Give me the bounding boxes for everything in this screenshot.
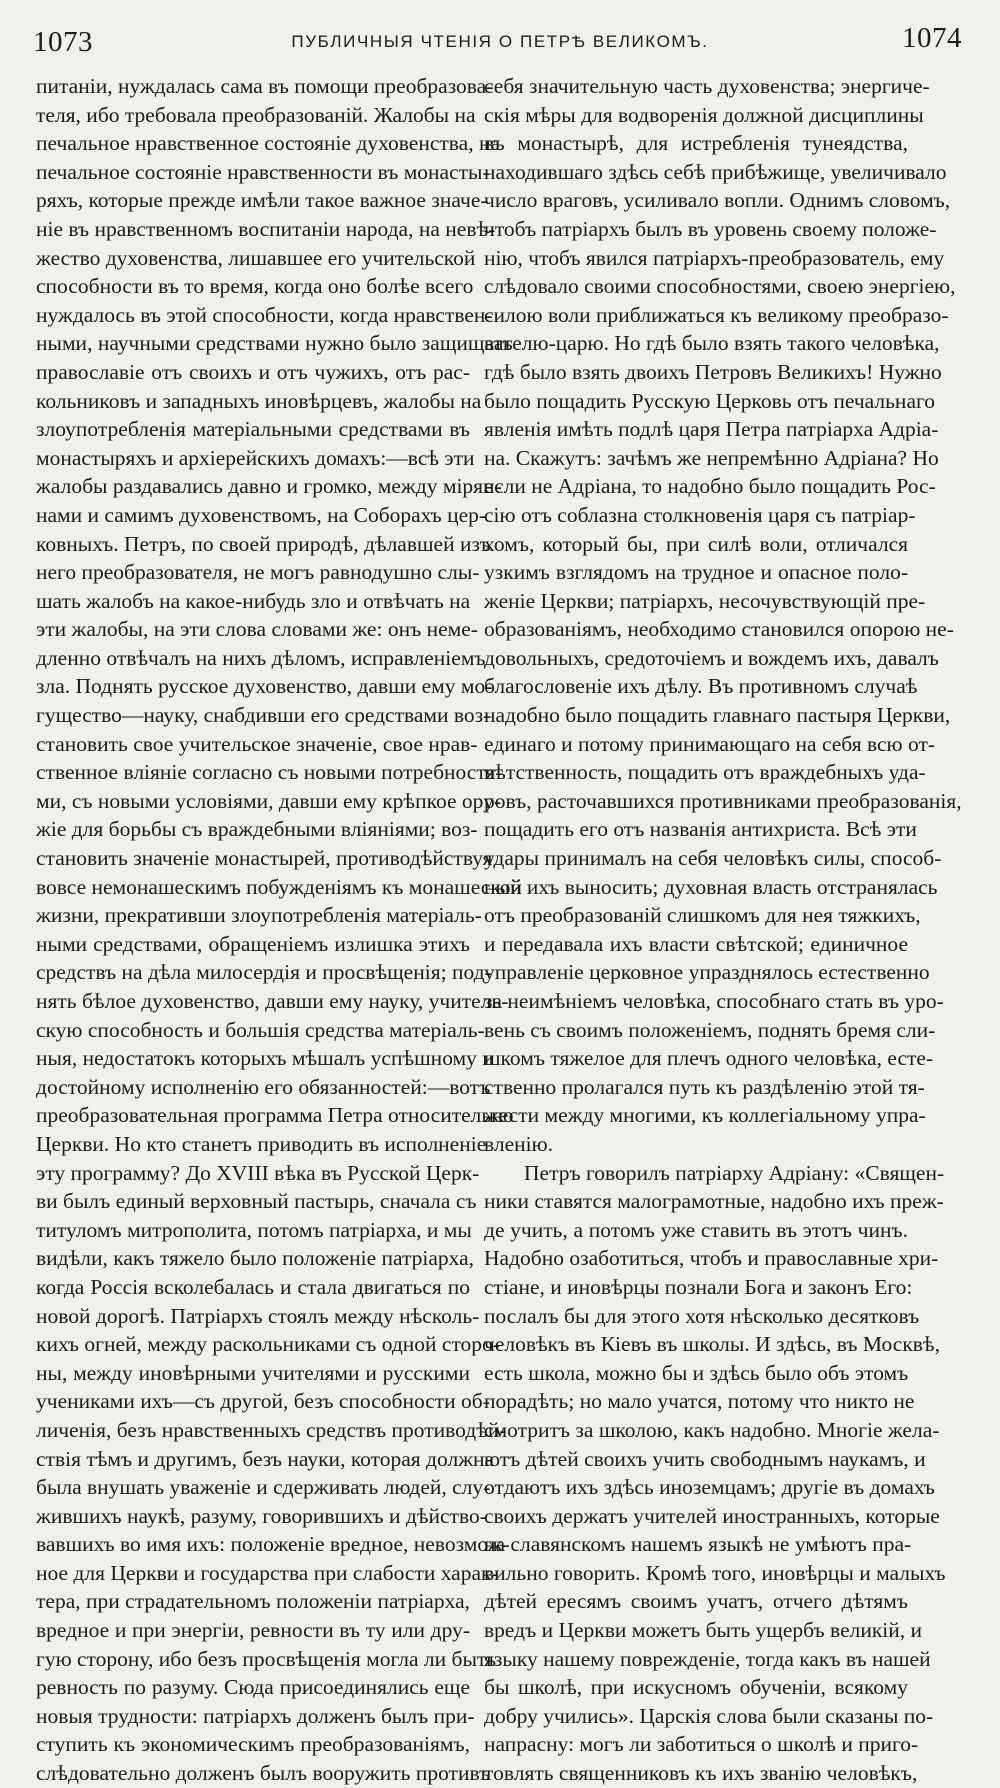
text-line: ютъ дѣтей своихъ учить свободнымъ наукамъ, и <box>484 1446 926 1471</box>
text-line: когда Россія всколебалась и стала двигаться по <box>36 1274 470 1299</box>
text-line: если не Адріана, то надобно было пощадить Рос- <box>484 474 936 499</box>
text-line: нуждалось въ этой способности, когда нравствен- <box>36 302 493 327</box>
text-line: находившаго здѣсь себѣ прибѣжище, увеличивало <box>484 159 947 184</box>
text-line: средствъ на дѣла милосердія и просвѣщенія; под- <box>36 960 492 985</box>
text-line: бы школѣ, при искусномъ обученіи, всякому <box>484 1675 908 1700</box>
text-column-right <box>484 72 962 1788</box>
text-line: на славянскомъ нашемъ языкѣ не умѣютъ пра- <box>484 1532 912 1557</box>
text-line: есть школа, можно бы и здѣсь было объ этомъ <box>484 1360 909 1385</box>
text-line: слѣдовательно долженъ былъ вооружить противъ <box>36 1761 491 1786</box>
text-line: ступить къ экономическимъ преобразованіямъ, <box>36 1732 470 1757</box>
text-line: языку нашему поврежденіе, тогда какъ въ нашей <box>484 1646 931 1671</box>
running-title: ПУБЛИЧНЫЯ ЧТЕНІЯ О ПЕТРѢ ВЕЛИКОМЪ. <box>291 32 709 51</box>
text-line: на. Скажутъ: зачѣмъ же непремѣнно Адріана? Но <box>484 445 939 470</box>
text-line: вовсе немонашескимъ побужденіямъ къ монашеской <box>36 874 522 899</box>
text-line: питаніи, нуждалась сама въ помощи преобразова- <box>36 74 494 98</box>
text-line: ственно пролагался путь къ раздѣленію этой тя- <box>484 1074 925 1099</box>
text-line: человѣкъ въ Кіевъ въ школы. И здѣсь, въ Москвѣ, <box>484 1332 940 1357</box>
text-line: смотритъ за школою, какъ надобно. Многіе жела- <box>484 1417 940 1442</box>
text-line: вильно говорить. Кромѣ того, иновѣрцы и малыхъ <box>484 1560 946 1585</box>
text-line: добру учились». Царскія слова были сказаны по- <box>484 1703 934 1728</box>
text-line: узкимъ взглядомъ на трудное и опасное поло- <box>484 560 908 585</box>
text-line: кольниковъ и западныхъ иновѣрцевъ, жалобы на <box>36 388 482 413</box>
text-line: скую способность и большія средства матеріаль- <box>36 1017 485 1042</box>
text-line: въ монастырѣ, для истребленія тунеядства, <box>484 131 908 156</box>
text-line: ви былъ единый верховный пастырь, сначала съ <box>36 1189 477 1214</box>
text-line: ное для Церкви и государства при слабости харак- <box>36 1560 499 1585</box>
text-line: Надобно озаботиться, чтобъ и православные хри- <box>484 1246 939 1271</box>
text-line: печальное состояніе нравственности въ монасты- <box>36 159 490 184</box>
text-line: была внушать уваженіе и сдерживать людей, слу- <box>36 1475 491 1500</box>
text-line: силою воли приближаться къ великому преобразо- <box>484 302 949 327</box>
text-line: зла. Поднять русское духовенство, давши ему мо- <box>36 674 493 699</box>
text-line: вавшихъ во имя ихъ: положеніе вредное, невозмож- <box>36 1532 510 1557</box>
text-line: новой дорогѣ. Патріархъ стоялъ между нѣсколь- <box>36 1303 480 1328</box>
text-line: себя значительную часть духовенства; энергиче- <box>484 74 930 98</box>
text-line: жизни, прекративши злоупотребленія матеріаль- <box>36 903 482 928</box>
text-line: гущество—науку, снабдивши его средствами воз- <box>36 703 491 728</box>
text-line: ныя, недостатокъ которыхъ мѣшалъ успѣшному и <box>36 1046 494 1071</box>
text-line: явленія имѣть подлѣ царя Петра патріарха Адріа- <box>484 417 939 442</box>
text-line: ствія тѣмъ и другимъ, безъ науки, которая должна <box>36 1446 495 1471</box>
text-line: довольныхъ, средоточіемъ и вождемъ ихъ, давалъ <box>484 645 939 670</box>
text-line: монастыряхъ и архіерейскихъ домахъ:—всѣ эти <box>36 445 475 470</box>
text-line: было пощадить Русскую Церковь отъ печальнаго <box>484 388 936 413</box>
text-line: единаго и потому принимающаго на себя всю от- <box>484 731 936 756</box>
text-line: видѣли, какъ тяжело было положеніе патріарха, <box>36 1246 475 1271</box>
text-line: вредное и при энергіи, ревности въ ту или дру- <box>36 1618 470 1643</box>
text-line: становить свое учительское значеніе, свое нрав- <box>36 731 478 756</box>
text-line: ны, между иновѣрными учителями и русскими <box>36 1360 470 1385</box>
text-line: ный ихъ выносить; духовная власть отстранялась <box>484 874 938 899</box>
text-line: ровъ, расточавшихся противниками преобразованія, <box>484 788 962 813</box>
text-line: хомъ, который бы, при силѣ воли, отличался <box>484 531 908 556</box>
text-line: женіе Церкви; патріархъ, несочувствующій пре- <box>484 588 926 613</box>
text-line: слѣдовало своими способностями, своею энергіею, <box>484 274 956 299</box>
text-line: ряхъ, которые прежде имѣли такое важное значе- <box>36 188 488 213</box>
text-line: Петръ говорилъ патріарху Адріану: «Священ- <box>524 1160 945 1185</box>
text-line: скія мѣры для водворенія должной дисциплины <box>484 102 924 127</box>
text-line: пощадить его отъ названія антихриста. Всѣ эти <box>484 817 917 842</box>
text-line: теля, ибо требовала преобразованій. Жалобы на <box>36 102 476 127</box>
text-line: управленіе церковное упразднялось естественно <box>484 960 930 985</box>
text-line: благословеніе ихъ дѣлу. Въ противномъ случаѣ <box>484 674 918 699</box>
text-line: своихъ держатъ учителей иностранныхъ, которые <box>484 1503 940 1528</box>
text-line: нами и самимъ духовенствомъ, на Соборахъ цер- <box>36 502 487 527</box>
text-line: гую сторону, ибо безъ просвѣщенія могла ли быть <box>36 1646 497 1671</box>
text-line: православіе отъ своихъ и отъ чужихъ, отъ рас- <box>36 359 470 384</box>
text-line: надобно было пощадить главнаго пастыря Церкви, <box>484 703 951 728</box>
page-number-left: 1073 <box>33 26 93 58</box>
text-line: него преобразователя, не могъ равнодушно слы- <box>36 560 480 585</box>
text-line: жести между многими, къ коллегіальному упра- <box>484 1103 926 1128</box>
text-line: образованіямъ, необходимо становился опорою не- <box>484 617 954 642</box>
text-line: злоупотребленія матеріальными средствами въ <box>36 417 470 442</box>
text-line: ми, съ новыми условіями, давши ему крѣпкое ору- <box>36 788 502 813</box>
text-line: ники ставятся малограмотные, надобно ихъ преж- <box>484 1189 944 1214</box>
text-line: ными, научными средствами нужно было защищать <box>36 331 513 356</box>
text-line: учениками ихъ—съ другой, безъ способности об- <box>36 1389 490 1414</box>
text-line: шать жалобъ на какое-нибудь зло и отвѣчать на <box>36 588 471 613</box>
text-line: сію отъ соблазна столкновенія царя съ патріар- <box>484 502 916 527</box>
text-line: ными средствами, обращеніемъ излишка этихъ <box>36 931 470 956</box>
text-line: гдѣ было взять двоихъ Петровъ Великихъ! Нужно <box>484 359 942 384</box>
text-line: способности въ то время, когда оно болѣе всего <box>36 274 474 299</box>
text-line: напрасну: могъ ли заботиться о школѣ и приго- <box>484 1732 919 1757</box>
text-line: ревность по разуму. Сюда присоединялись еще <box>36 1675 470 1700</box>
text-line: жалобы раздавались давно и громко, между мірян- <box>36 474 502 499</box>
text-line: нять бѣлое духовенство, давши ему науку, учитель- <box>36 989 509 1013</box>
text-line: нію, чтобъ явился патріархъ-преобразователь, ему <box>484 245 945 270</box>
text-line: ковныхъ. Петръ, по своей природѣ, дѣлавшей изъ <box>36 531 491 556</box>
text-line: число враговъ, усиливало вопли. Однимъ словомъ, <box>484 188 951 213</box>
text-line: вленію. <box>484 1131 554 1156</box>
text-line: ніе въ нравственномъ воспитаніи народа, на невѣ- <box>36 216 496 241</box>
text-line: преобразовательная программа Петра относительно <box>36 1103 514 1128</box>
text-line: личенія, безъ нравственныхъ средствъ противодѣй- <box>36 1417 507 1442</box>
text-line: шкомъ тяжелое для плечъ одного человѣка, есте- <box>484 1046 934 1071</box>
page-number-right: 1074 <box>902 22 962 54</box>
text-line: эту программу? До XVIII вѣка въ Русской Церк- <box>36 1160 480 1185</box>
text-line: жившихъ наукѣ, разуму, говорившихъ и дѣйство- <box>36 1503 487 1528</box>
text-line: вѣтственность, пощадить отъ враждебныхъ уда- <box>484 760 926 785</box>
text-line: отъ преобразованій слишкомъ для нея тяжкихъ, <box>484 903 921 928</box>
text-line: печальное нравственное состояніе духовенства, на <box>36 131 501 156</box>
text-line: ственное вліяніе согласно съ новыми потребностя- <box>36 760 503 785</box>
text-line: становить значеніе монастырей, противодѣйствуя <box>36 846 493 871</box>
text-line: чтобъ патріархъ былъ въ уровень своему положе- <box>484 216 937 241</box>
text-line: жество духовенства, лишавшее его учительской <box>36 245 476 270</box>
text-line: эти жалобы, на эти слова словами же: онъ неме- <box>36 617 478 642</box>
text-line: вень съ своимъ положеніемъ, поднять бремя сли- <box>484 1017 936 1042</box>
text-line: стіане, и иновѣрцы познали Бога и законъ Его: <box>484 1274 913 1299</box>
text-line: тера, при страдательномъ положеніи патріарха, <box>36 1589 470 1614</box>
text-line: достойному исполненію его обязанностей:—вотъ <box>36 1074 491 1099</box>
text-line: дѣтей ересямъ своимъ учатъ, отчего дѣтямъ <box>484 1589 908 1614</box>
text-line: новыя трудности: патріархъ долженъ былъ при- <box>36 1703 475 1728</box>
text-line: и передавала ихъ власти свѣтской; единичное <box>484 931 908 956</box>
page-header <box>0 22 1000 62</box>
text-line: вателю-царю. Но гдѣ было взять такого человѣка, <box>484 331 940 356</box>
text-line: дленно отвѣчалъ на нихъ дѣломъ, исправленіемъ <box>36 645 486 670</box>
text-line: титуломъ митрополита, потомъ патріарха, и мы <box>36 1217 472 1242</box>
text-line: вредъ и Церкви можетъ быть ущербъ великій, и <box>484 1618 923 1643</box>
text-line: Церкви. Но кто станетъ приводить въ исполненіе <box>36 1131 487 1156</box>
text-line: кихъ огней, между раскольниками съ одной сторо- <box>36 1332 500 1357</box>
text-line: отдаютъ ихъ здѣсь иноземцамъ; другіе въ домахъ <box>484 1475 935 1500</box>
text-line: товлять священниковъ къ ихъ званію человѣкъ, <box>484 1761 918 1786</box>
text-line: послалъ бы для этого хотя нѣсколько десятковъ <box>484 1303 920 1328</box>
text-line: удары принималъ на себя человѣкъ силы, способ- <box>484 846 942 871</box>
text-line: порадѣть; но мало учатся, потому что никто не <box>484 1389 915 1414</box>
text-line: де учить, а потомъ уже ставить въ этотъ чинъ. <box>484 1217 908 1242</box>
text-line: за неимѣніемъ человѣка, способнаго стать въ уро- <box>484 989 944 1013</box>
text-line: жіе для борьбы съ враждебными вліяніями; воз- <box>36 817 478 842</box>
